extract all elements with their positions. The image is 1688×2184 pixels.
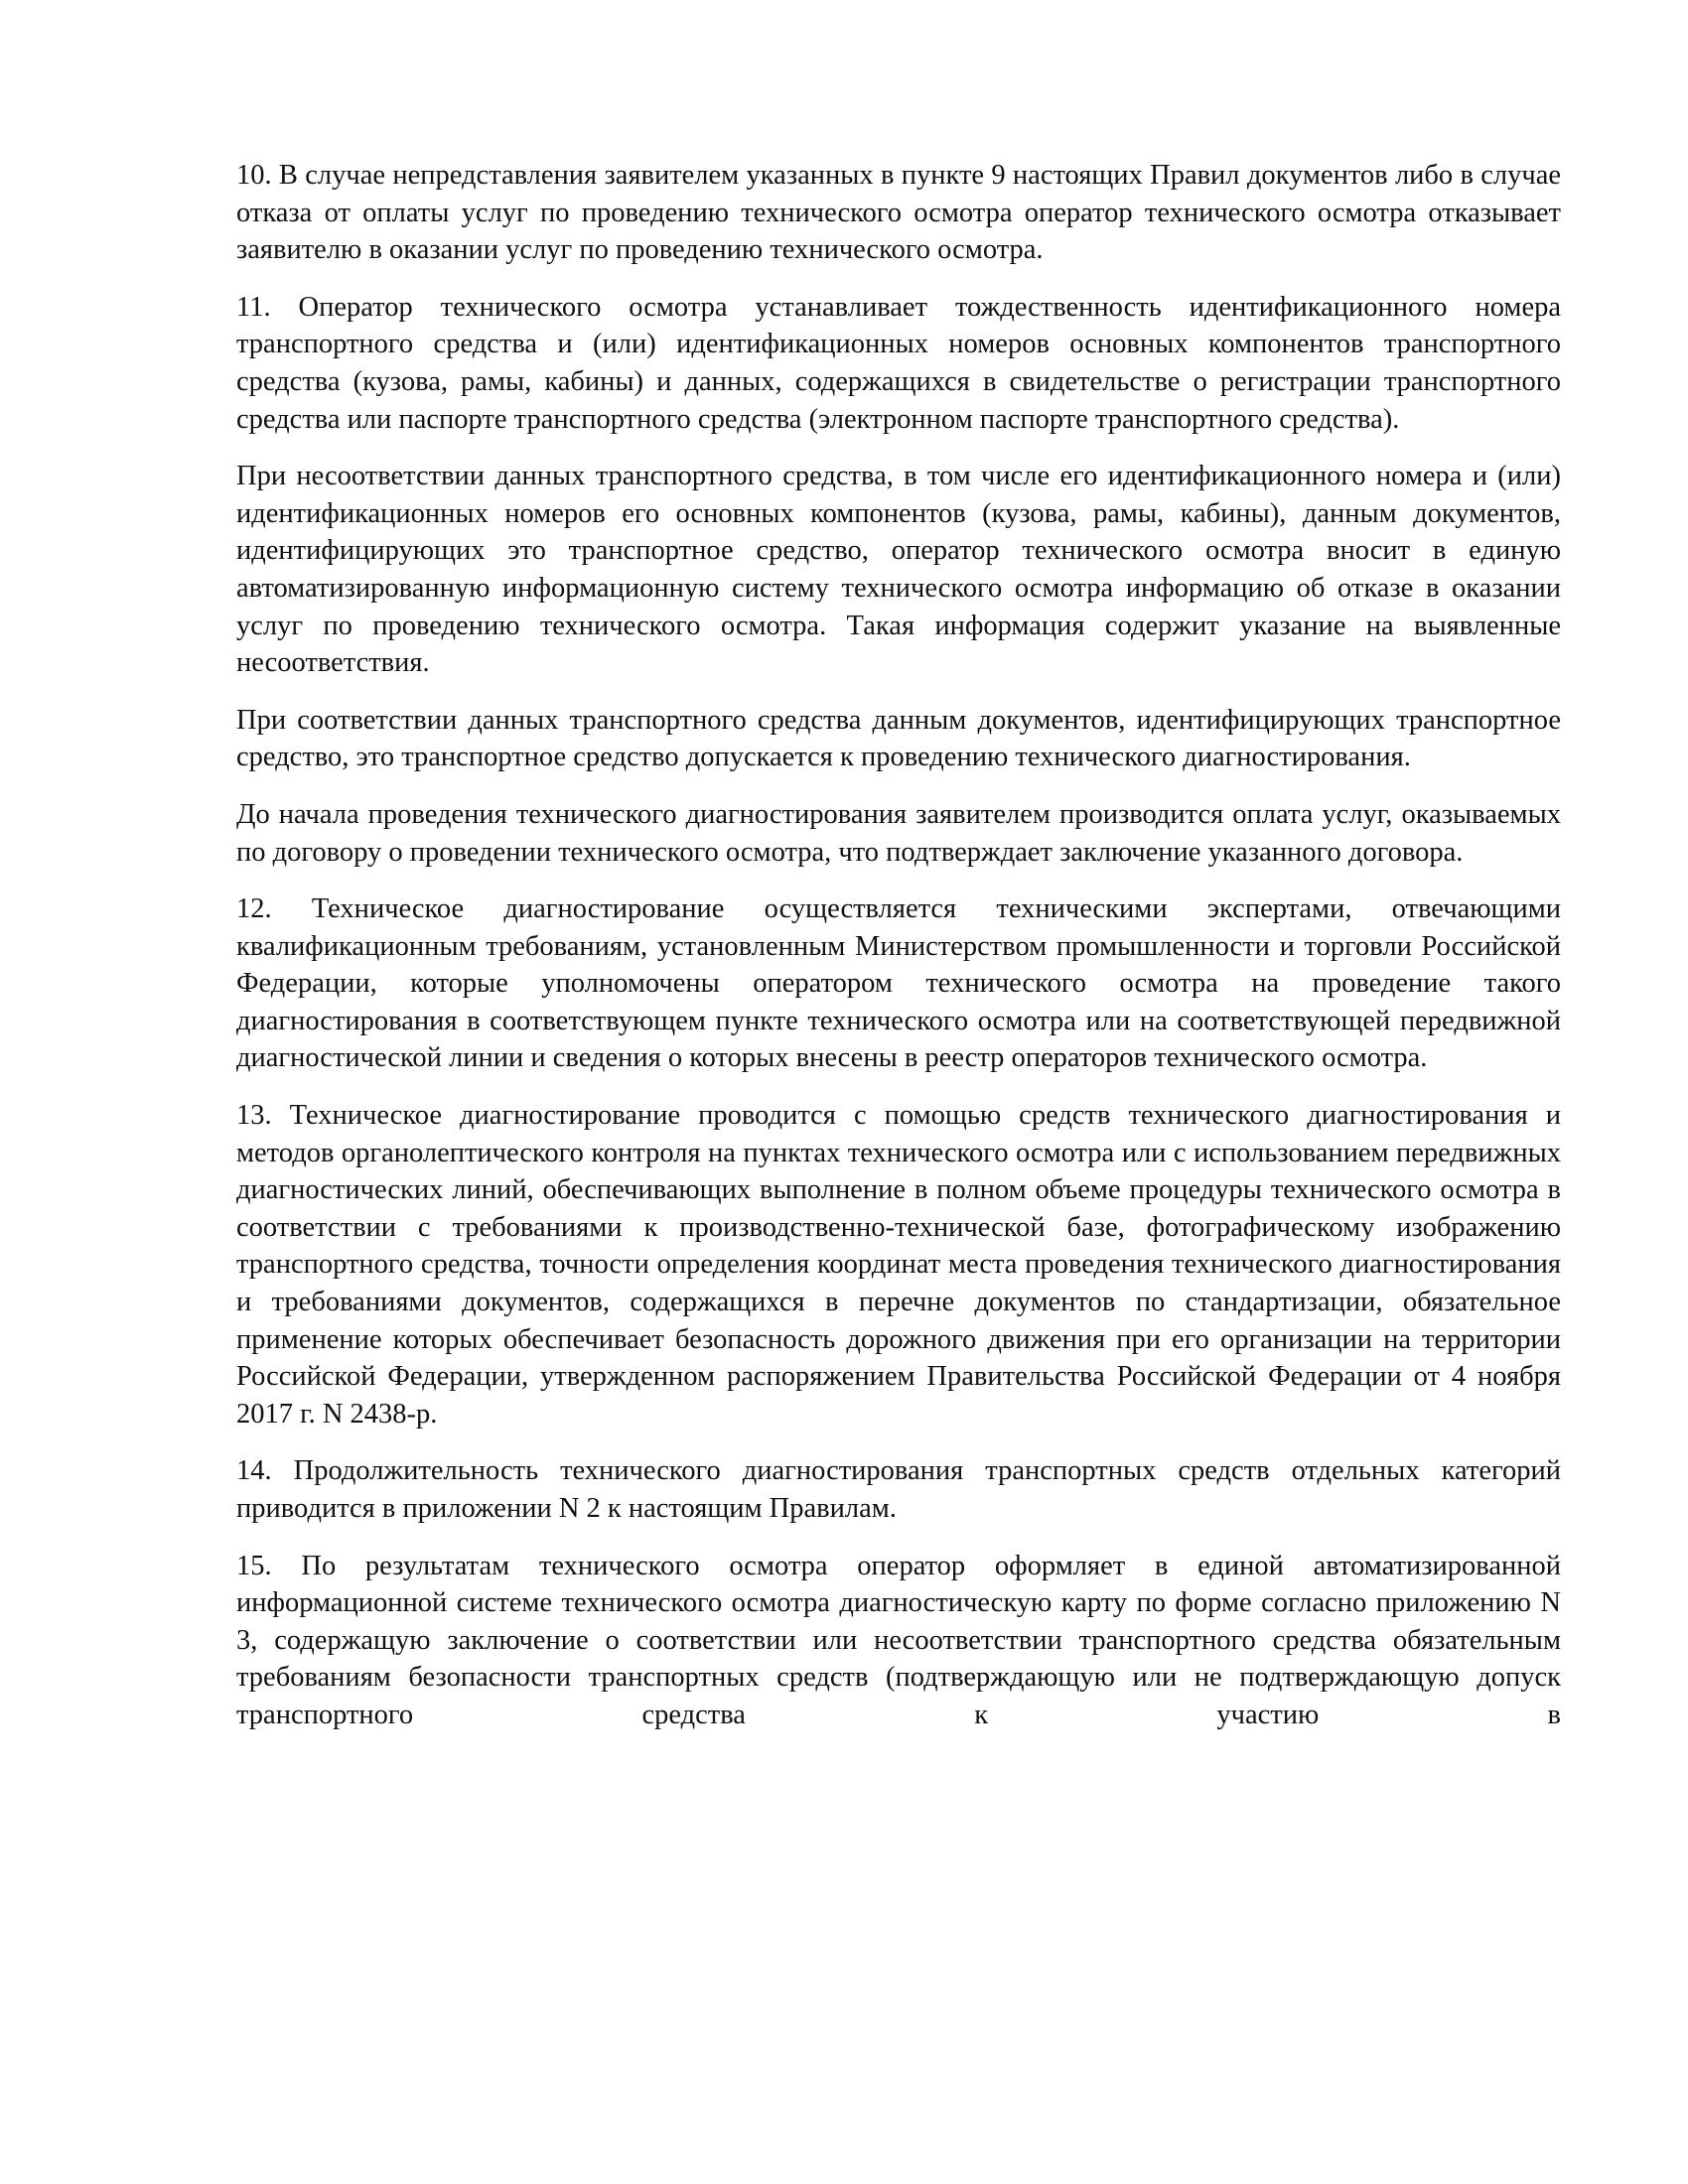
document-page [236,157,1561,1754]
paragraph-11-payment: До начала проведения технического диагностирования заявителем производится оплата услуг, оказываемых по договору о проведении технического осмотра, что подтверждает заключение указанного договора. [236,798,1561,868]
paragraph-11: 11. Оператор технического осмотра устанавливает тождественность идентификационного номера транспортного средства и (или) идентификационных номеров основных компонентов транспортного средства (кузова, рамы, кабины) и данных, содержащихся в свидетельстве о регистрации транспортного средства или паспорте транспортного средства (электронном паспорте транспортного средства). [236,291,1561,435]
paragraph-12: 12. Техническое диагностирование осуществляется техническими экспертами, отвечающими квалификационным требованиям, установленным Министерством промышленности и торговли Российской Федерации, которые уполномочены оператором технического осмотра на проведение такого диагностирования в соответствующем пункте технического осмотра или на соответствующей передвижной диагностической линии и сведения о которых внесены в реестр операторов технического осмотра. [236,893,1561,1074]
paragraph-10: 10. В случае непредставления заявителем указанных в пункте 9 настоящих Правил документов либо в случае отказа от оплаты услуг по проведению технического осмотра оператор технического осмотра отказывает заявителю в оказании услуг по проведению технического осмотра. [236,160,1561,266]
paragraph-13: 13. Техническое диагностирование проводится с помощью средств технического диагностирования и методов органолептического контроля на пунктах технического осмотра или с использованием передвижных диагностических линий, обеспечивающих выполнение в полном объеме процедуры технического осмотра в соответствии с требованиями к производственно-технической базе, фотографическому изображению транспортного средства, точности определения координат места проведения технического диагностирования и требованиями документов, содержащихся в перечне документов по стандартизации, обязательное применение которых обеспечивает безопасность дорожного движения при его организации на территории Российской Федерации, утвержденном распоряжением Правительства Российской Федерации от 4 ноября 2017 г. N 2438-р. [236,1100,1561,1430]
paragraph-11-match: При соответствии данных транспортного средства данным документов, идентифицирующих транспортное средство, это транспортное средство допускается к проведению технического диагностирования. [236,704,1561,773]
paragraph-14: 14. Продолжительность технического диагностирования транспортных средств отдельных категорий приводится в приложении N 2 к настоящим Правилам. [236,1455,1561,1524]
paragraph-11-mismatch: При несоответствии данных транспортного средства, в том числе его идентификационного номера и (или) идентификационных номеров его основных компонентов (кузова, рамы, кабины), данным документов, идентифицирующих это транспортное средство, оператор технического осмотра вносит в единую автоматизированную информационную систему технического осмотра информацию об отказе в оказании услуг по проведению технического осмотра. Такая информация содержит указание на выявленные несоответствия. [236,461,1561,679]
paragraph-15: 15. По результатам технического осмотра оператор оформляет в единой автоматизированной информационной системе технического осмотра диагностическую карту по форме согласно приложению N 3, содержащую заключение о соответствии или несоответствии транспортного средства обязательным требованиям безопасности транспортных средств (подтверждающую или не подтверждающую допуск транспортного средства к участию в [236,1550,1561,1730]
